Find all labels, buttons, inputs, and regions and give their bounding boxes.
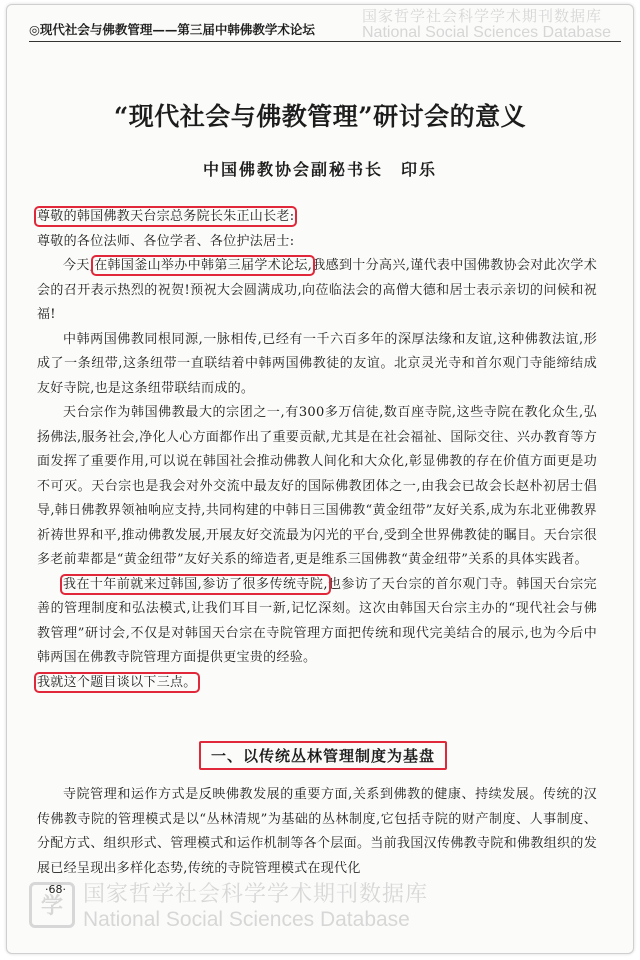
- highlighted-three-points: 我就这个题目谈以下三点。: [37, 674, 197, 690]
- greeting-line-2: 尊敬的各位法师、各位学者、各位护法居士:: [37, 233, 295, 249]
- page-number: ·68·: [45, 883, 66, 896]
- paragraph-5: [37, 671, 597, 696]
- article-author: 中国佛教协会副秘书长 印乐: [202, 160, 437, 179]
- paragraph-1: [37, 254, 597, 328]
- watermark-bottom: [29, 877, 428, 932]
- paragraph-6: 寺院管理和运作方式是反映佛教发展的重要方面,关系到佛教的健康、持续发展。传统的汉传佛教寺院的管理模式是以“丛林清规”为基础的丛林制度,它包括寺院的财产制度、人事制度、分配方式、组织形式、管理模式和运作机制等各个层面。当前我国汉传佛教寺院和佛教组织的发展已经呈现出多样化态势,传统的寺院管理模式在现代化: [37, 787, 597, 876]
- paragraph-2: 中韩两国佛教同根同源,一脉相传,已经有一千六百多年的深厚法缘和友谊,这种佛教法谊,形成了一条纽带,这条纽带一直联结着中韩两国佛教徒的友谊。北京灵光寺和首尔观门寺能缔结成友好寺院,也是这条纽带联结而成的。: [37, 331, 597, 396]
- paragraph-1-rest: 我感到十分高兴,谨代表中国佛教协会对此次学术会的召开表示热烈的祝贺!预祝大会圆满成功,向莅临法会的高僧大德和居士表示亲切的问候和祝福!: [37, 258, 598, 322]
- highlighted-forum-location: 在韩国釜山举办中韩第三届学术论坛,: [94, 258, 313, 273]
- document-page: [6, 4, 634, 954]
- highlighted-greeting: 尊敬的韩国佛教天台宗总务院长朱正山长老:: [37, 209, 295, 224]
- article-title: “现代社会与佛教管理”研讨会的意义: [113, 102, 527, 131]
- paragraph-4-rest: 也参访了天台宗的首尔观门寺。韩国天台宗完善的管理制度和弘法模式,让我们耳目一新,记忆深刻。这次由韩国天台宗主办的“现代社会与佛教管理”研讨会,不仅是对韩国天台宗在寺院管理方面把传统和现代完美结合的展示,也为今后中韩两国在佛教寺院管理方面提供更宝贵的经验。: [37, 576, 597, 665]
- database-logo-icon: 学: [29, 882, 75, 928]
- watermark-cn-top: 国家哲学社会科学学术期刊数据库: [362, 8, 603, 25]
- article-body: [37, 205, 597, 695]
- highlighted-visit-korea: 我在十年前就来过韩国,参访了很多传统寺院,: [63, 576, 328, 592]
- article-body-continued: [37, 783, 597, 881]
- paragraph-3: 天台宗作为韩国佛教最大的宗团之一,有300多万信徒,数百座寺院,这些寺院在教化众生,弘扬佛法,服务社会,净化人心方面都作出了重要贡献,尤其是在社会福祉、国际交往、兴办教育等方面发挥了重要作用,可以说在韩国社会推动佛教人间化和大众化,彰显佛教的存在价值方面更是功不可灭。天台宗也是我会对外交流中最友好的国际佛教团体之一,由我会已故会长赵朴初居士倡导,韩日佛教界领袖响应支持,共同构建的中韩日三国佛教“黄金纽带”友好关系,成为东北亚佛教界祈祷世界和平,推动佛教发展,开展友好交流最为闪光的平台,受到全世界佛教徒的瞩目。天台宗很多老前辈都是“黄金纽带”友好关系的缔造者,更是维系三国佛教“黄金纽带”关系的具体实践者。: [37, 405, 597, 567]
- paragraph-1-start: 今天,: [63, 258, 95, 273]
- running-title: ◎现代社会与佛教管理——第三届中韩佛教学术论坛: [29, 22, 315, 37]
- watermark-cn-bottom: 国家哲学社会科学学术期刊数据库: [83, 881, 429, 906]
- paragraph-4: [37, 573, 597, 671]
- greeting-line-1: [37, 205, 597, 230]
- section-heading-1: 一、以传统丛林管理制度为基盘: [199, 741, 447, 770]
- watermark-en-bottom: National Social Sciences Database: [83, 908, 410, 931]
- watermark-en-top: National Social Sciences Database: [362, 24, 612, 41]
- running-header: [29, 19, 621, 42]
